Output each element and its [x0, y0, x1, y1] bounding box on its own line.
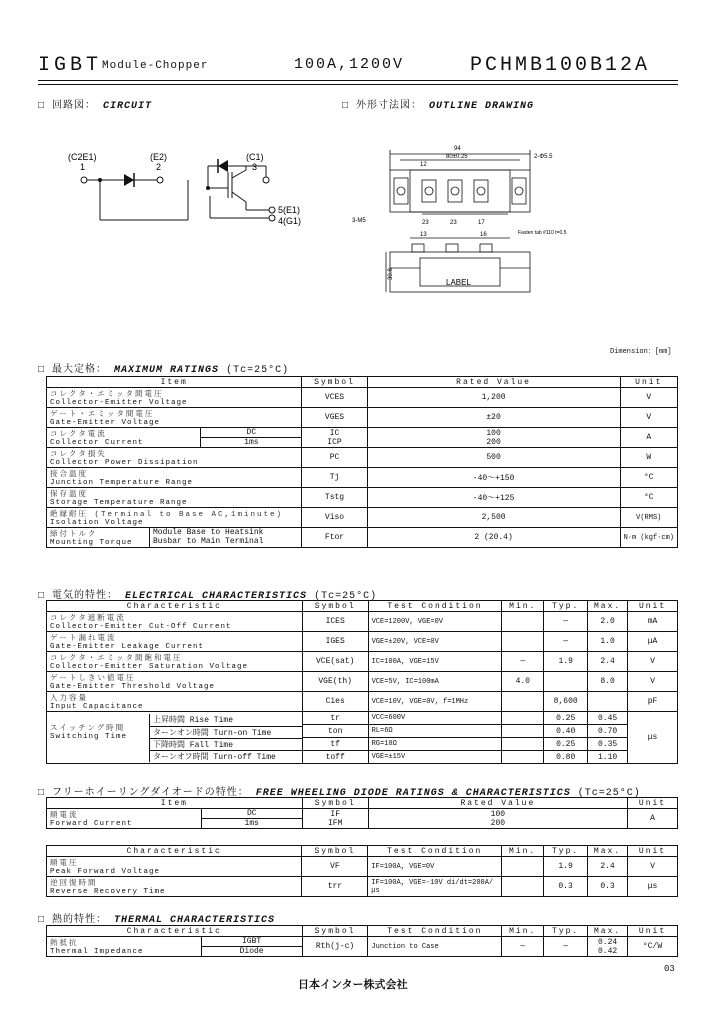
table-row: 締付トルク Mounting Torque Module Base to Heatsink Busbar to Main Terminal Ftor 2 (20.4) N·m (kgf·cm) [47, 528, 678, 548]
table-row: ゲート・エミッタ間電圧 Gate-Emitter Voltage VGES ±20 V [47, 408, 678, 428]
table-row: スイッチング時間 Switching Time 上昇時間 Rise Time ターンオン時間 Turn-on Time 下降時間 Fall Time ターンオフ時間 Turn-off Time tr VCC=600V 0.25 0.45 μs [47, 712, 678, 725]
pin-label-c2e1: (C2E1) [68, 152, 97, 162]
dim-side-a: 13 [420, 232, 427, 238]
pin-number-1: 1 [80, 162, 86, 172]
header-rating: 100A,1200V [294, 56, 405, 73]
header-rule [38, 80, 678, 81]
page-number: 03 [664, 964, 675, 974]
pin-label-g1: 4(G1) [278, 216, 302, 226]
pin-label-c1: (C1) [246, 152, 264, 162]
fwd-title: □ フリーホイーリングダイオードの特性： FREE WHEELING DIODE RATINGS & CHARACTERISTICS (Tc=25°C) [38, 788, 641, 799]
table-row: コレクタ遮断電流 Collector-Emitter Cut-Off Current ICES VCE=1200V, VGE=0V — 2.0 mA [47, 612, 678, 632]
dim-side-b: 16 [480, 232, 487, 238]
max-ratings-table: Item Symbol Rated Value Unit コレクタ・エミッタ間電圧 Collector-Emitter Voltage VCES 1,200 V ゲート・エミッタ間電圧 Gate-Emitter Voltage VGES ±20 V コレクタ電流 Collector Current DC 1ms IC ICP 100 200 A コレクタ損失 Collector Power Dissipation PC 500 W 接合温度 Junction Temperature Range Tj -40～+150 °C 保存温度 Storage Temperature Range Tstg -40～+125 °C 絶縁耐圧 (Terminal to Base AC,1minute) Isolation Voltage Viso 2,500 V(RMS) 締付トルク Mounting Torque Module Base to Heatsink Busbar to Main Terminal Ftor 2 (20.4) N·m (kgf·cm) [46, 376, 678, 548]
table-row: ゲートしきい値電圧 Gate-Emitter Threshold Voltage VGE(th) VCE=5V, IC=100mA 4.0 8.0 V [47, 672, 678, 692]
dim-pitch-a: 23 [422, 220, 429, 226]
pin-number-3: 3 [252, 162, 258, 172]
pin-label-e1: 5(E1) [278, 205, 301, 215]
header-part-number: PCHMB100B12A [470, 54, 651, 77]
fwd-ratings-table: Item Symbol Rated Value Unit 順電流 Forward Current DC 1ms IF IFM 100 200 A [46, 797, 678, 829]
table-row: コレクタ電流 Collector Current DC 1ms IC ICP 100 200 A [47, 428, 678, 448]
circuit-title: □ 回路図： CIRCUIT [38, 101, 153, 112]
dim-pitch-c: 17 [478, 220, 485, 226]
dim-overall-length: 94 [454, 146, 461, 152]
table-row: ton RL=6Ω 0.40 0.70 [47, 725, 678, 738]
dim-pitch-b: 23 [450, 220, 457, 226]
dim-offset: 12 [420, 162, 427, 168]
header-rule-2 [38, 84, 678, 85]
thermal-table: Characteristic Symbol Test Condition Min. Typ. Max. Unit 熱抵抗 Thermal Impedance IGBT Diode Rth(j-c) Junction to Case — — 0.24 0.42 °C/W [46, 925, 678, 957]
dim-fasten-tab: Fasten tab #110 t=0.5 [518, 230, 567, 236]
max-ratings-title: □ 最大定格： MAXIMUM RATINGS (Tc=25°C) [38, 365, 290, 376]
thermal-title: □ 熱的特性： THERMAL CHARACTERISTICS [38, 915, 276, 926]
header-igbt: IGBT [38, 54, 103, 77]
table-row: ゲート漏れ電流 Gate-Emitter Leakage Current IGES VGE=±20V, VCE=0V — 1.0 μA [47, 632, 678, 652]
table-row: 順電圧 Peak Forward Voltage VF IF=100A, VGE=0V 1.9 2.4 V [47, 857, 678, 877]
table-row: toff VGE=±15V 0.80 1.10 [47, 751, 678, 764]
header-module: Module-Chopper [102, 60, 209, 72]
circuit-diagram [60, 148, 310, 238]
header [38, 54, 678, 78]
table-row: 入力容量 Input Capacitance Cies VCE=10V, VGE=0V, f=1MHz 8,600 pF [47, 692, 678, 712]
label-box-text: LABEL [446, 278, 471, 287]
table-row: tf RG=10Ω 0.25 0.35 [47, 738, 678, 751]
table-row: 順電流 Forward Current DC 1ms IF IFM 100 200 A [47, 809, 678, 829]
electrical-table: Characteristic Symbol Test Condition Min. Typ. Max. Unit コレクタ遮断電流 Collector-Emitter Cut-Off Current ICES VCE=1200V, VGE=0V — 2.0 mA ゲート漏れ電流 Gate-Emitter Leakage Current IGES VGE=±20V, VCE=0V — 1.0 μA コレクタ・エミッタ間飽和電圧 Collector-Emitter Saturation Voltage VCE(sat) IC=100A, VGE=15V — 1.9 2.4 V ゲートしきい値電圧 Gate-Emitter Threshold Voltage VGE(th) VCE=5V, IC=100mA 4.0 8.0 V 入力容量 Input Capacitance Cies VCE=10V, VGE=0V, f=1MHz 8,600 pF スイッチング時間 Switching Time 上昇時間 Rise Time ターンオン時間 Turn-on Time 下降時間 Fall Time ターンオフ時間 Turn-off Time tr VCC=600V 0.25 0.45 μs ton RL=6Ω 0.40 0.70 tf RG=10Ω 0.25 0.35 toff VGE=±15V 0.80 1.10 [46, 600, 678, 764]
outline-title: □ 外形寸法図： OUTLINE DRAWING [342, 101, 535, 112]
dim-mount-hole: 2-Φ5.5 [534, 154, 553, 160]
table-row: 逆回復時間 Reverse Recovery Time trr IF=100A, VGE=-10V di/dt=200A/μs 0.3 0.3 μs [47, 877, 678, 897]
outline-drawing [350, 140, 610, 300]
table-row: コレクタ損失 Collector Power Dissipation PC 500 W [47, 448, 678, 468]
table-row: 絶縁耐圧 (Terminal to Base AC,1minute) Isolation Voltage Viso 2,500 V(RMS) [47, 508, 678, 528]
dimension-unit-note: Dimension：[mm] [610, 348, 672, 356]
table-row: 接合温度 Junction Temperature Range Tj -40～+150 °C [47, 468, 678, 488]
pin-label-e2: (E2) [150, 152, 168, 162]
table-row: 保存温度 Storage Temperature Range Tstg -40～+125 °C [47, 488, 678, 508]
dim-height: 30.8 [388, 268, 394, 280]
dim-screw: 3-M5 [352, 218, 366, 224]
pin-number-2: 2 [156, 162, 162, 172]
dim-mount-pitch: 80±0.25 [446, 154, 468, 160]
table-row: コレクタ・エミッタ間飽和電圧 Collector-Emitter Saturation Voltage VCE(sat) IC=100A, VGE=15V — 1.9 2.4 V [47, 652, 678, 672]
table-row: 熱抵抗 Thermal Impedance IGBT Diode Rth(j-c) Junction to Case — — 0.24 0.42 °C/W [47, 937, 678, 957]
table-row: コレクタ・エミッタ間電圧 Collector-Emitter Voltage VCES 1,200 V [47, 388, 678, 408]
fwd-characteristics-table: Characteristic Symbol Test Condition Min. Typ. Max. Unit 順電圧 Peak Forward Voltage VF IF=100A, VGE=0V 1.9 2.4 V 逆回復時間 Reverse Recovery Time trr IF=100A, VGE=-10V di/dt=200A/μs 0.3 0.3 μs [46, 845, 678, 897]
electrical-title: □ 電気的特性： ELECTRICAL CHARACTERISTICS (Tc=25°C) [38, 591, 378, 602]
company-name: 日本インター株式会社 [298, 978, 408, 991]
